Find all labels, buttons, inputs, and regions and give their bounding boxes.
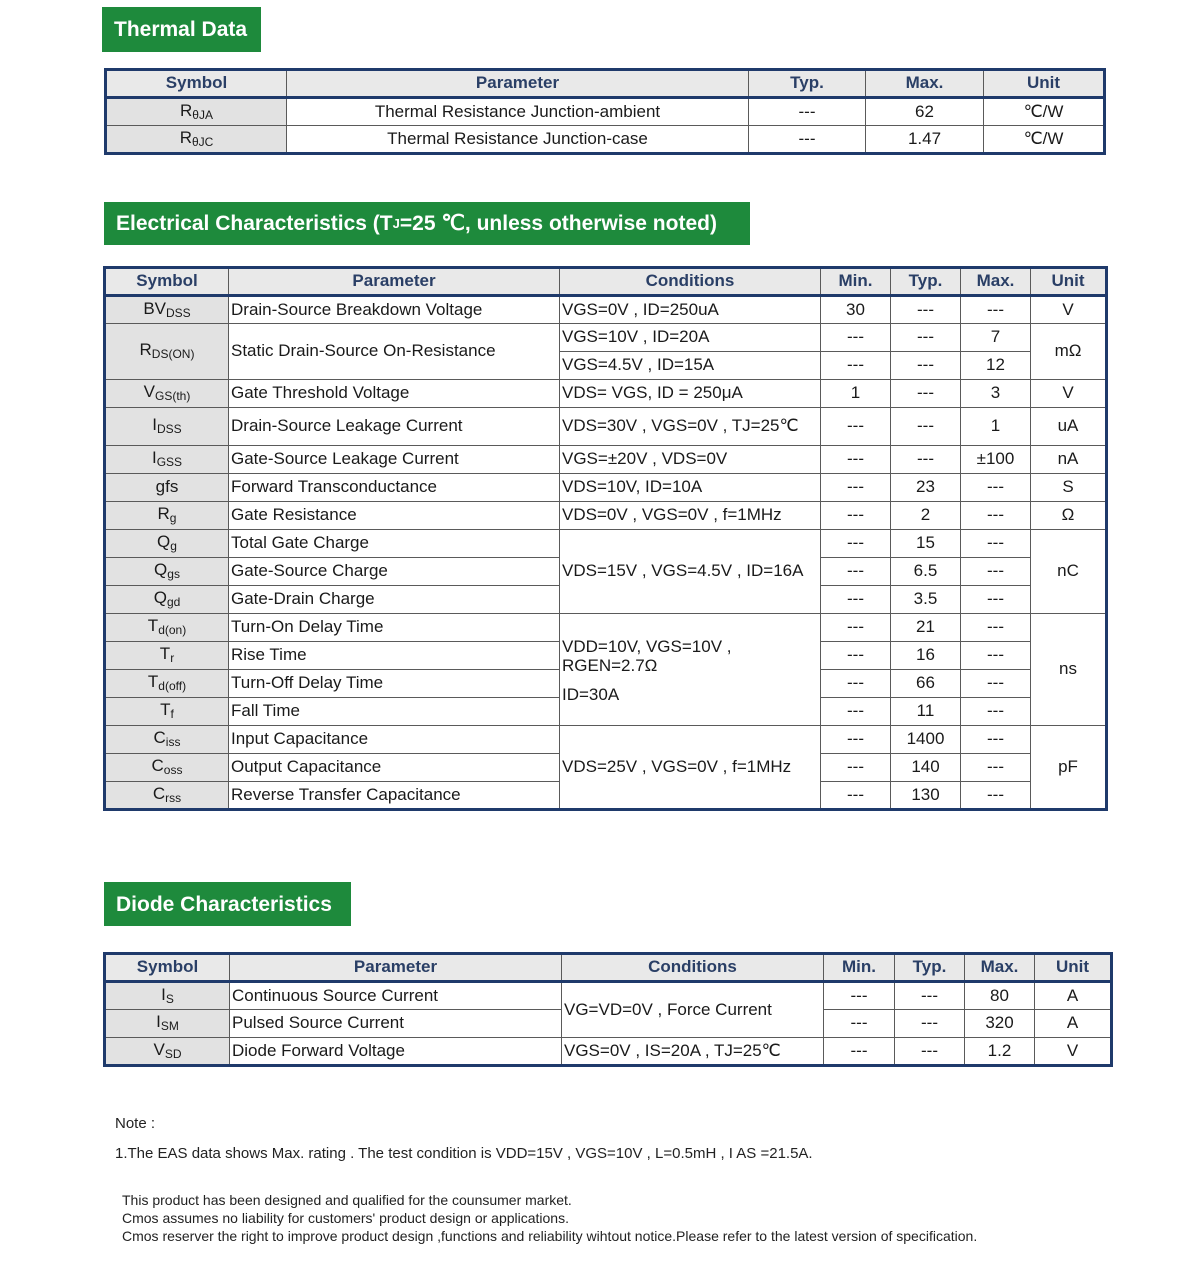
typ-cell: 11 xyxy=(891,698,961,726)
min-cell: --- xyxy=(821,586,891,614)
symbol-main: I xyxy=(152,415,158,435)
parameter-cell: Drain-Source Leakage Current xyxy=(229,408,560,446)
note-label: Note : xyxy=(115,1115,156,1132)
unit-cell: mΩ xyxy=(1031,324,1107,380)
col-max: Max. xyxy=(965,954,1035,982)
typ-cell: 66 xyxy=(891,670,961,698)
symbol-cell xyxy=(105,726,229,754)
table-row xyxy=(105,380,1107,408)
parameter-cell: Reverse Transfer Capacitance xyxy=(229,782,560,810)
symbol-sub: θJA xyxy=(192,107,213,122)
unit-cell: ns xyxy=(1031,614,1107,726)
symbol-cell xyxy=(105,754,229,782)
symbol-sub: SD xyxy=(164,1046,182,1061)
min-cell: --- xyxy=(821,408,891,446)
symbol-cell xyxy=(105,698,229,726)
symbol-main: Q xyxy=(157,532,171,552)
max-cell: --- xyxy=(961,614,1031,642)
parameter-cell: Continuous Source Current xyxy=(230,982,562,1010)
max-cell: 1.47 xyxy=(866,126,984,154)
typ-cell: 1400 xyxy=(891,726,961,754)
min-cell: --- xyxy=(824,1038,895,1066)
max-cell: --- xyxy=(961,754,1031,782)
parameter-cell: Output Capacitance xyxy=(229,754,560,782)
min-cell: --- xyxy=(821,698,891,726)
symbol-sub: DSS xyxy=(166,305,191,320)
parameter-cell: Pulsed Source Current xyxy=(230,1010,562,1038)
max-cell: --- xyxy=(961,530,1031,558)
max-cell: --- xyxy=(961,670,1031,698)
typ-cell: 2 xyxy=(891,502,961,530)
max-cell: --- xyxy=(961,642,1031,670)
min-cell: --- xyxy=(824,1010,895,1038)
col-conditions: Conditions xyxy=(560,268,821,296)
symbol-sub: DS(ON) xyxy=(151,347,195,362)
min-cell: --- xyxy=(821,324,891,352)
symbol-cell xyxy=(105,982,230,1010)
symbol-cell xyxy=(106,98,287,126)
symbol-main: C xyxy=(151,756,164,776)
unit-cell: Ω xyxy=(1031,502,1107,530)
symbol-main: C xyxy=(152,783,166,803)
max-cell: --- xyxy=(961,782,1031,810)
typ-cell: 23 xyxy=(891,474,961,502)
typ-cell: --- xyxy=(749,126,866,154)
parameter-cell: Rise Time xyxy=(229,642,560,670)
max-cell: 3 xyxy=(961,380,1031,408)
parameter-cell: Gate Resistance xyxy=(229,502,560,530)
min-cell: --- xyxy=(821,558,891,586)
symbol-sub: gs xyxy=(167,567,180,582)
typ-cell: --- xyxy=(891,296,961,324)
diode-title: Diode Characteristics xyxy=(116,892,332,916)
max-cell: --- xyxy=(961,726,1031,754)
col-typ: Typ. xyxy=(749,70,866,98)
typ-cell: --- xyxy=(891,380,961,408)
typ-cell: --- xyxy=(895,1038,965,1066)
thermal-header-row xyxy=(106,70,1105,98)
parameter-cell: Drain-Source Breakdown Voltage xyxy=(229,296,560,324)
unit-cell: pF xyxy=(1031,726,1107,810)
col-unit: Unit xyxy=(1035,954,1112,982)
min-cell: --- xyxy=(824,982,895,1010)
symbol-main: I xyxy=(156,1012,161,1032)
thermal-data-heading xyxy=(102,7,261,52)
table-row xyxy=(105,474,1107,502)
symbol-main: C xyxy=(153,728,166,748)
parameter-cell: Diode Forward Voltage xyxy=(230,1038,562,1066)
col-max: Max. xyxy=(866,70,984,98)
table-row xyxy=(105,446,1107,474)
table-row xyxy=(105,502,1107,530)
symbol-cell xyxy=(105,586,229,614)
parameter-cell: Turn-Off Delay Time xyxy=(229,670,560,698)
symbol-main: T xyxy=(147,672,159,692)
symbol-main: V xyxy=(153,1039,165,1059)
disclaimer-line: Cmos reserver the right to improve product design ,functions and reliability wihtout notice.Please refer to the latest version of specification. xyxy=(122,1228,978,1244)
col-symbol: Symbol xyxy=(105,268,229,296)
symbol-cell xyxy=(106,126,287,154)
symbol-main: R xyxy=(157,504,170,524)
max-cell: 7 xyxy=(961,324,1031,352)
conditions-cell: VDS= VGS, ID = 250μA xyxy=(560,380,821,408)
symbol-cell xyxy=(105,670,229,698)
unit-cell: ℃/W xyxy=(984,126,1105,154)
typ-cell: --- xyxy=(891,408,961,446)
col-symbol: Symbol xyxy=(106,70,287,98)
thermal-table xyxy=(104,68,1106,155)
symbol-cell xyxy=(105,614,229,642)
parameter-cell: Forward Transconductance xyxy=(229,474,560,502)
parameter-cell: Gate Threshold Voltage xyxy=(229,380,560,408)
max-cell: --- xyxy=(961,296,1031,324)
disclaimer xyxy=(122,1191,977,1245)
col-unit: Unit xyxy=(1031,268,1107,296)
typ-cell: 21 xyxy=(891,614,961,642)
typ-cell: 15 xyxy=(891,530,961,558)
parameter-cell: Thermal Resistance Junction-case xyxy=(287,126,749,154)
typ-cell: 6.5 xyxy=(891,558,961,586)
conditions-cell: VDS=30V , VGS=0V , TJ=25℃ xyxy=(560,408,821,446)
table-row xyxy=(105,614,1107,642)
symbol-sub: S xyxy=(165,991,174,1006)
unit-cell: A xyxy=(1035,982,1112,1010)
min-cell: --- xyxy=(821,670,891,698)
disclaimer-line: Cmos assumes no liability for customers' product design or applications. xyxy=(122,1210,569,1226)
unit-cell: S xyxy=(1031,474,1107,502)
typ-cell: 140 xyxy=(891,754,961,782)
note-line-1: 1.The EAS data shows Max. rating . The test condition is VDD=15V , VGS=10V , L=0.5mH , I AS =21.5A. xyxy=(115,1145,813,1162)
symbol-sub: oss xyxy=(163,763,183,778)
symbol-cell xyxy=(105,446,229,474)
max-cell: --- xyxy=(961,474,1031,502)
symbol-sub: f xyxy=(170,707,174,722)
switching-condition-line2: ID=30A xyxy=(562,684,620,704)
min-cell: --- xyxy=(821,502,891,530)
max-cell: --- xyxy=(961,586,1031,614)
min-cell: --- xyxy=(821,782,891,810)
symbol-main: gfs xyxy=(155,477,179,497)
unit-cell: V xyxy=(1031,296,1107,324)
symbol-sub: GS(th) xyxy=(155,389,191,404)
typ-cell: 130 xyxy=(891,782,961,810)
col-max: Max. xyxy=(961,268,1031,296)
table-row xyxy=(105,1038,1112,1066)
symbol-main: T xyxy=(160,700,171,720)
max-cell: ±100 xyxy=(961,446,1031,474)
unit-cell: V xyxy=(1035,1038,1112,1066)
conditions-cell: VDS=15V , VGS=4.5V , ID=16A xyxy=(560,530,821,614)
max-cell: --- xyxy=(961,502,1031,530)
max-cell: 62 xyxy=(866,98,984,126)
table-row xyxy=(106,98,1105,126)
electrical-characteristics-heading xyxy=(104,202,750,245)
symbol-cell xyxy=(105,530,229,558)
symbol-main: Q xyxy=(154,560,168,580)
typ-cell: --- xyxy=(891,324,961,352)
col-unit: Unit xyxy=(984,70,1105,98)
symbol-main: R xyxy=(180,100,193,120)
typ-cell: --- xyxy=(891,352,961,380)
conditions-cell: VDS=0V , VGS=0V , f=1MHz xyxy=(560,502,821,530)
min-cell: --- xyxy=(821,754,891,782)
table-row xyxy=(106,126,1105,154)
table-row xyxy=(105,982,1112,1010)
diode-table xyxy=(103,952,1113,1067)
parameter-cell: Static Drain-Source On-Resistance xyxy=(229,324,560,380)
symbol-main: Q xyxy=(153,588,167,608)
table-row xyxy=(105,530,1107,558)
symbol-cell xyxy=(105,1010,230,1038)
symbol-cell xyxy=(105,380,229,408)
electrical-title-post: =25 ℃, unless otherwise noted) xyxy=(399,212,717,235)
min-cell: 1 xyxy=(821,380,891,408)
symbol-sub: θJC xyxy=(191,134,214,149)
symbol-main: BV xyxy=(143,298,166,318)
symbol-sub: GSS xyxy=(156,455,183,470)
parameter-cell: Fall Time xyxy=(229,698,560,726)
col-min: Min. xyxy=(821,268,891,296)
col-conditions: Conditions xyxy=(562,954,824,982)
symbol-main: T xyxy=(159,644,171,664)
min-cell: --- xyxy=(821,474,891,502)
col-parameter: Parameter xyxy=(229,268,560,296)
switching-condition-line1: VDD=10V, VGS=10V , RGEN=2.7Ω xyxy=(562,637,732,676)
parameter-cell: Gate-Drain Charge xyxy=(229,586,560,614)
typ-cell: --- xyxy=(895,1010,965,1038)
parameter-cell: Gate-Source Leakage Current xyxy=(229,446,560,474)
electrical-header-row xyxy=(105,268,1107,296)
min-cell: --- xyxy=(821,726,891,754)
typ-cell: 16 xyxy=(891,642,961,670)
symbol-sub: iss xyxy=(165,735,181,750)
diode-characteristics-heading xyxy=(104,882,351,926)
symbol-sub: r xyxy=(170,651,175,666)
unit-cell: ℃/W xyxy=(984,98,1105,126)
table-row xyxy=(105,726,1107,754)
col-parameter: Parameter xyxy=(230,954,562,982)
electrical-table xyxy=(103,266,1108,811)
symbol-main: R xyxy=(139,340,152,360)
max-cell: --- xyxy=(961,558,1031,586)
electrical-title-sub: J xyxy=(392,216,400,231)
symbol-main: I xyxy=(151,448,157,468)
max-cell: 1 xyxy=(961,408,1031,446)
parameter-cell: Thermal Resistance Junction-ambient xyxy=(287,98,749,126)
max-cell: --- xyxy=(961,698,1031,726)
conditions-cell: VGS=±20V , VDS=0V xyxy=(560,446,821,474)
symbol-main: I xyxy=(161,984,166,1004)
table-row xyxy=(105,408,1107,446)
symbol-cell xyxy=(105,558,229,586)
max-cell: 12 xyxy=(961,352,1031,380)
col-min: Min. xyxy=(824,954,895,982)
unit-cell: V xyxy=(1031,380,1107,408)
symbol-main: R xyxy=(179,127,192,147)
col-parameter: Parameter xyxy=(287,70,749,98)
conditions-cell: VGS=4.5V , ID=15A xyxy=(560,352,821,380)
min-cell: --- xyxy=(821,352,891,380)
max-cell: 1.2 xyxy=(965,1038,1035,1066)
conditions-cell: VG=VD=0V , Force Current xyxy=(562,982,824,1038)
unit-cell: nA xyxy=(1031,446,1107,474)
typ-cell: --- xyxy=(749,98,866,126)
symbol-sub: rss xyxy=(165,790,182,805)
max-cell: 320 xyxy=(965,1010,1035,1038)
symbol-cell xyxy=(105,296,229,324)
conditions-cell: VGS=0V , IS=20A , TJ=25℃ xyxy=(562,1038,824,1066)
col-typ: Typ. xyxy=(891,268,961,296)
conditions-cell: VDS=10V, ID=10A xyxy=(560,474,821,502)
unit-cell: uA xyxy=(1031,408,1107,446)
max-cell: 80 xyxy=(965,982,1035,1010)
typ-cell: --- xyxy=(891,446,961,474)
typ-cell: --- xyxy=(895,982,965,1010)
symbol-main: V xyxy=(143,382,155,402)
symbol-sub: DSS xyxy=(157,422,182,437)
disclaimer-line: This product has been designed and qualified for the counsumer market. xyxy=(122,1192,572,1208)
min-cell: --- xyxy=(821,642,891,670)
symbol-main: T xyxy=(147,616,159,636)
symbol-cell xyxy=(105,642,229,670)
typ-cell: 3.5 xyxy=(891,586,961,614)
col-typ: Typ. xyxy=(895,954,965,982)
thermal-data-title: Thermal Data xyxy=(114,18,248,41)
col-symbol: Symbol xyxy=(105,954,230,982)
table-row xyxy=(105,324,1107,352)
min-cell: --- xyxy=(821,530,891,558)
conditions-cell: VDS=25V , VGS=0V , f=1MHz xyxy=(560,726,821,810)
parameter-cell: Turn-On Delay Time xyxy=(229,614,560,642)
parameter-cell: Input Capacitance xyxy=(229,726,560,754)
unit-cell: nC xyxy=(1031,530,1107,614)
conditions-cell: VGS=0V , ID=250uA xyxy=(560,296,821,324)
symbol-cell xyxy=(105,324,229,380)
min-cell: --- xyxy=(821,446,891,474)
conditions-cell: VGS=10V , ID=20A xyxy=(560,324,821,352)
symbol-sub: g xyxy=(169,511,177,526)
min-cell: --- xyxy=(821,614,891,642)
symbol-cell xyxy=(105,408,229,446)
electrical-title-pre: Electrical Characteristics (T xyxy=(116,212,393,235)
table-row xyxy=(105,296,1107,324)
symbol-cell xyxy=(105,502,229,530)
unit-cell: A xyxy=(1035,1010,1112,1038)
min-cell: 30 xyxy=(821,296,891,324)
symbol-cell xyxy=(105,1038,230,1066)
symbol-sub: d(off) xyxy=(158,679,187,694)
symbol-cell xyxy=(105,474,229,502)
parameter-cell: Gate-Source Charge xyxy=(229,558,560,586)
symbol-cell xyxy=(105,782,229,810)
symbol-sub: SM xyxy=(160,1019,179,1034)
symbol-sub: d(on) xyxy=(158,623,187,638)
parameter-cell: Total Gate Charge xyxy=(229,530,560,558)
conditions-cell xyxy=(560,614,821,726)
symbol-sub: g xyxy=(170,539,177,554)
diode-header-row xyxy=(105,954,1112,982)
symbol-sub: gd xyxy=(166,595,181,610)
